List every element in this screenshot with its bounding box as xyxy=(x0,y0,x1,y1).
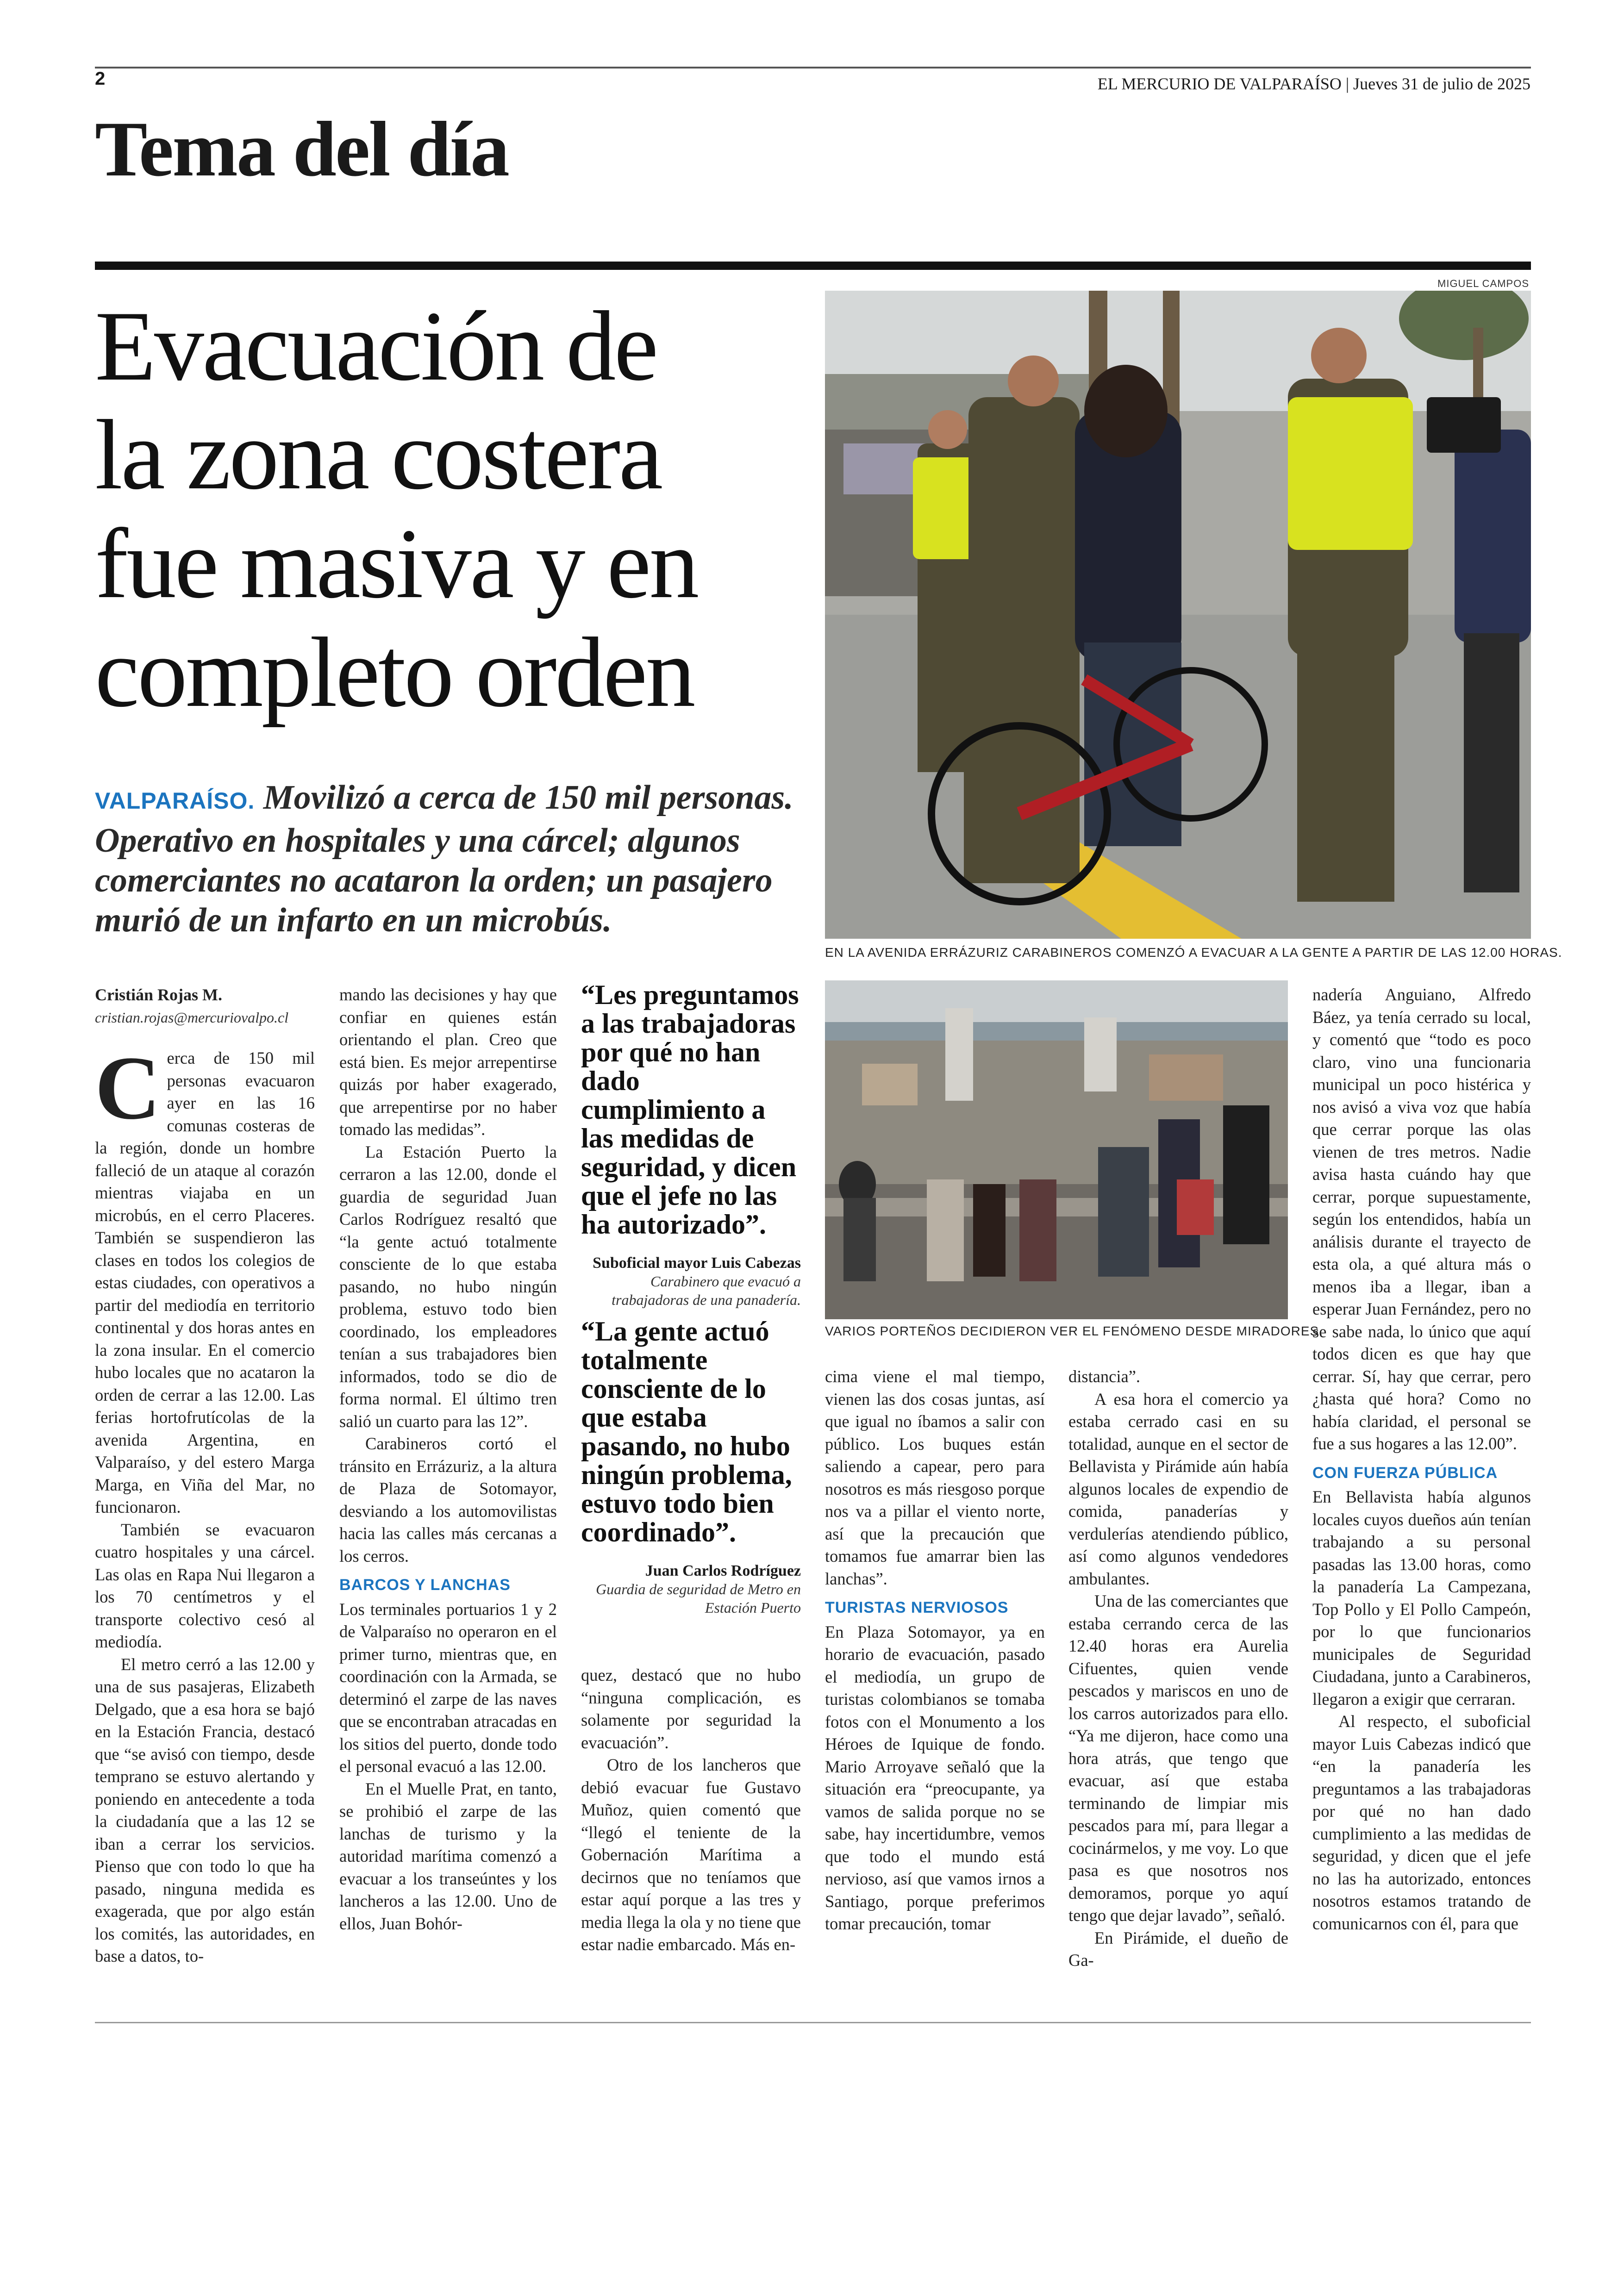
paragraph: A esa hora el comercio ya estaba cerrado casi en su totalidad, aunque en el sector de Bellavista y Pirámide aún había algunos locales de expendio de comida, panaderías y verdulerías atendiendo público, así como algunos vendedores ambulantes. xyxy=(1068,1389,1288,1588)
paragraph: nadería Anguiano, Alfredo Báez, ya tenía cerrado su local, y comentó que “todo es poco claro, vino una funcionaria municipal un poco histérica y nos avisó a viva voz que había que cerrar porque las olas vienen de tres metros. Nadie avisa hasta cuándo hay que cerrar, porque supuestamente, según los entendidos, había un análisis durante el trayecto de esta ola, a qué altura más o menos iba a llegar, iban a esperar Juan Fernández, pero no se sabe nada, lo único que aquí todos dicen es que hay que cerrar. Sí, hay que cerrar, pero ¿hasta qué hora? Como no había claridad, el personal se fue a sus hogares a las 12.00”. xyxy=(1312,985,1531,1453)
paragraph: En Plaza Sotomayor, ya en horario de evacuación, pasado el mediodía, un grupo de turistas colombianos se tomaba fotos con el Monumento a los Héroes de Iquique de fondo. Mario Arroyave señaló que la situación era “preocupante, ya vamos de salida porque no se sabe, hay incertidumbre, vemos que todo el mundo está nervioso, así que vamos irnos a Santiago, porque preferimos tomar precaución, tomar xyxy=(825,1622,1045,1933)
pull-quote-name: Suboficial mayor Luis Cabezas xyxy=(593,1254,801,1272)
drop-cap: C xyxy=(95,1038,161,1138)
pull-quote-text: “Les preguntamos a las trabajadoras por qué no han dado cumplimiento a las medidas de seguridad, y dicen que el jefe no las ha autorizado”. xyxy=(581,979,799,1240)
bottom-rule xyxy=(95,2022,1531,2023)
pull-quote-role: Guardia de seguridad de Metro en Estación Puerto xyxy=(596,1581,801,1616)
byline-name: Cristián Rojas M. xyxy=(95,985,222,1004)
paragraph: También se evacuaron cuatro hospitales y una cárcel. Las olas en Rapa Nui llegaron a los 70 centímetros y el transporte colectivo cesó al mediodía. xyxy=(95,1520,315,1651)
subhead: TURISTAS NERVIOSOS xyxy=(825,1599,1009,1616)
lede-kicker: VALPARAÍSO. xyxy=(95,788,255,814)
second-photo-illustration xyxy=(825,980,1288,1319)
headline-line: Evacuación de xyxy=(95,291,657,401)
second-photo-caption: VARIOS PORTEÑOS DECIDIERON VER EL FENÓMENO DESDE MIRADORES. xyxy=(825,1324,1323,1338)
paragraph: Otro de los lancheros que debió evacuar fue Gustavo Muñoz, quien comentó que “llegó el teniente de la Gobernación Marítima a decirnos que no teníamos que estar aquí porque a las tres y media llega la ola y no tiene que estar nadie embarcado. Más en- xyxy=(581,1755,801,1954)
column-3 xyxy=(581,1664,801,1956)
subhead: BARCOS Y LANCHAS xyxy=(339,1576,511,1594)
paragraph: Los terminales portuarios 1 y 2 de Valparaíso no operaron en el primer turno, mientras que, en coordinación con la Armada, se determinó el zarpe de las naves que se encontraban atracadas en los sitios del puerto, donde todo el personal evacuó a las 12.00. xyxy=(339,1599,557,1776)
subhead: CON FUERZA PÚBLICA xyxy=(1312,1464,1498,1482)
pull-quote-text: “La gente actuó totalmente consciente de lo que estaba pasando, no hubo ningún problema, estuvo todo bien coordinado”. xyxy=(581,1316,792,1547)
pull-quote-role: Carabinero que evacuó a trabajadoras de una panadería. xyxy=(612,1273,801,1308)
headline-line: completo orden xyxy=(95,617,694,728)
photo-credit: MIGUEL CAMPOS xyxy=(1437,278,1529,289)
main-photo xyxy=(825,291,1531,939)
headline xyxy=(95,292,808,727)
paragraph: quez, destacó que no hubo “ninguna complicación, es solamente por seguridad la evacuación”. xyxy=(581,1665,801,1752)
column-4 xyxy=(825,1366,1045,1935)
page-number: 2 xyxy=(95,69,106,89)
column-2 xyxy=(339,984,557,1935)
column-5 xyxy=(1068,1366,1288,1972)
pull-quote-name: Juan Carlos Rodríguez xyxy=(645,1562,801,1579)
paragraph: La Estación Puerto la cerraron a las 12.00, donde el guardia de seguridad Juan Carlos Rodríguez resaltó que “la gente actuó totalmente consciente de lo que estaba pasando, no hubo ningún problema, estuvo todo bien coordinado, los empleadores tenían a sus trabajadores bien informados, todo se dio de forma normal. El último tren salió un cuarto para las 12”. xyxy=(339,1142,557,1431)
main-photo-illustration xyxy=(825,291,1531,939)
headline-line: fue masiva y en xyxy=(95,508,698,619)
paragraph: mando las decisiones y hay que confiar en quienes están orientando el plan. Creo que está bien. Es mejor arrepentirse quizás por haber exagerado, que arrepentirse por no haber tomado las medidas”. xyxy=(339,985,557,1139)
paragraph: Carabineros cortó el tránsito en Errázuriz, a la altura de Plaza de Sotomayor, desviando a los automovilistas hacia las calles más cercanas a los cerros. xyxy=(339,1434,557,1565)
lede-text: Movilizó a cerca de 150 mil personas. Operativo en hospitales y una cárcel; algunos comerciantes no acataron la orden; un pasajero murió de un infarto en un microbús. xyxy=(95,779,793,939)
paragraph: En Bellavista había algunos locales cuyos dueños aún tenían trabajando a su personal pasadas las 13.00 horas, como la panadería La Campezana, Top Pollo y El Pollo Campeón, por lo que funcionarios municipales de Seguridad Ciudadana, junto a Carabineros, llegaron a exigir que cerraran. xyxy=(1312,1487,1531,1709)
column-1 xyxy=(95,984,315,1968)
byline-email: cristian.rojas@mercuriovalpo.cl xyxy=(95,1009,289,1026)
paragraph: Una de las comerciantes que estaba cerrando cerca de las 12.40 horas era Aurelia Cifuentes, quien vende pescados y mariscos en uno de los carros autorizados para ello. “Ya me dijeron, hace como una hora atrás, que tengo que evacuar, así que estaba terminando de limpiar mis pescados para mí, para llegar a cocinármelos, y me voy. Lo que pasa es que nosotros nos demoramos, porque yo aquí tengo que dejar lavado”, señaló. xyxy=(1068,1591,1288,1925)
pull-quote-1 xyxy=(581,980,801,1309)
lede xyxy=(95,778,808,940)
header-rule xyxy=(95,67,1531,69)
column-6 xyxy=(1312,984,1531,1935)
paragraph: En el Muelle Prat, en tanto, se prohibió el zarpe de las lanchas de turismo y la autoridad marítima comenzó a evacuar a los transeúntes y los lancheros a las 12.00. Uno de ellos, Juan Bohór- xyxy=(339,1779,557,1933)
paragraph: cima viene el mal tiempo, vienen las dos cosas juntas, así que igual no íbamos a salir con público. Los buques están saliendo a capear, pero para nosotros es más riesgoso porque nos va a pillar el viento norte, así que la precaución que tomamos fue amarrar bien las lanchas”. xyxy=(825,1367,1045,1588)
pull-quote-2 xyxy=(581,1317,801,1617)
paragraph: Cerca de 150 mil personas evacuaron ayer en las 16 comunas costeras de la región, donde un hombre falleció de un ataque al corazón mientras viajaba en un microbús, en el cerro Placeres. También se suspendieron las clases en todos los colegios de estas ciudades, con operativos a partir del mediodía en territorio continental y dos horas antes en la zona insular. En el comercio hubo locales que no acataron la orden de cerrar a las 12.00. Las ferias hortofrutícolas de la avenida Argentina, en Valparaíso, y del estero Marga Marga, en Viña del Mar, no funcionaron. xyxy=(95,1038,315,1516)
paragraph: El metro cerró a las 12.00 y una de sus pasajeras, Elizabeth Delgado, que a esa hora se bajó en la Estación Francia, destacó que “se avisó con tiempo, desde temprano se estuvo alertando y poniendo en antecedente a toda la ciudadanía que a las 12 se iban a cerrar los servicios. Pienso que con todo lo que ha pasado, ninguna medida es exagerada, que por algo están los comités, las autoridades, en base a datos, to- xyxy=(95,1654,315,1965)
section-title: Tema del día xyxy=(95,106,508,193)
paragraph: Al respecto, el suboficial mayor Luis Cabezas indicó que “en la panadería les preguntamos a las trabajadoras por qué no han dado cumplimiento a las medidas de seguridad, y dicen que el jefe no las ha autorizado, entonces nosotros estamos tratando de comunicarnos con él, para que xyxy=(1312,1712,1531,1933)
second-photo xyxy=(825,980,1288,1319)
main-photo-caption: EN LA AVENIDA ERRÁZURIZ CARABINEROS COMENZÓ A EVACUAR A LA GENTE A PARTIR DE LAS 12.00 HORAS. xyxy=(825,945,1562,960)
paragraph: distancia”. xyxy=(1068,1367,1141,1386)
section-rule xyxy=(95,262,1531,270)
paragraph: En Pirámide, el dueño de Ga- xyxy=(1068,1928,1288,1970)
newspaper-info: EL MERCURIO DE VALPARAÍSO | Jueves 31 de julio de 2025 xyxy=(1097,75,1530,93)
headline-line: la zona costera xyxy=(95,399,662,510)
